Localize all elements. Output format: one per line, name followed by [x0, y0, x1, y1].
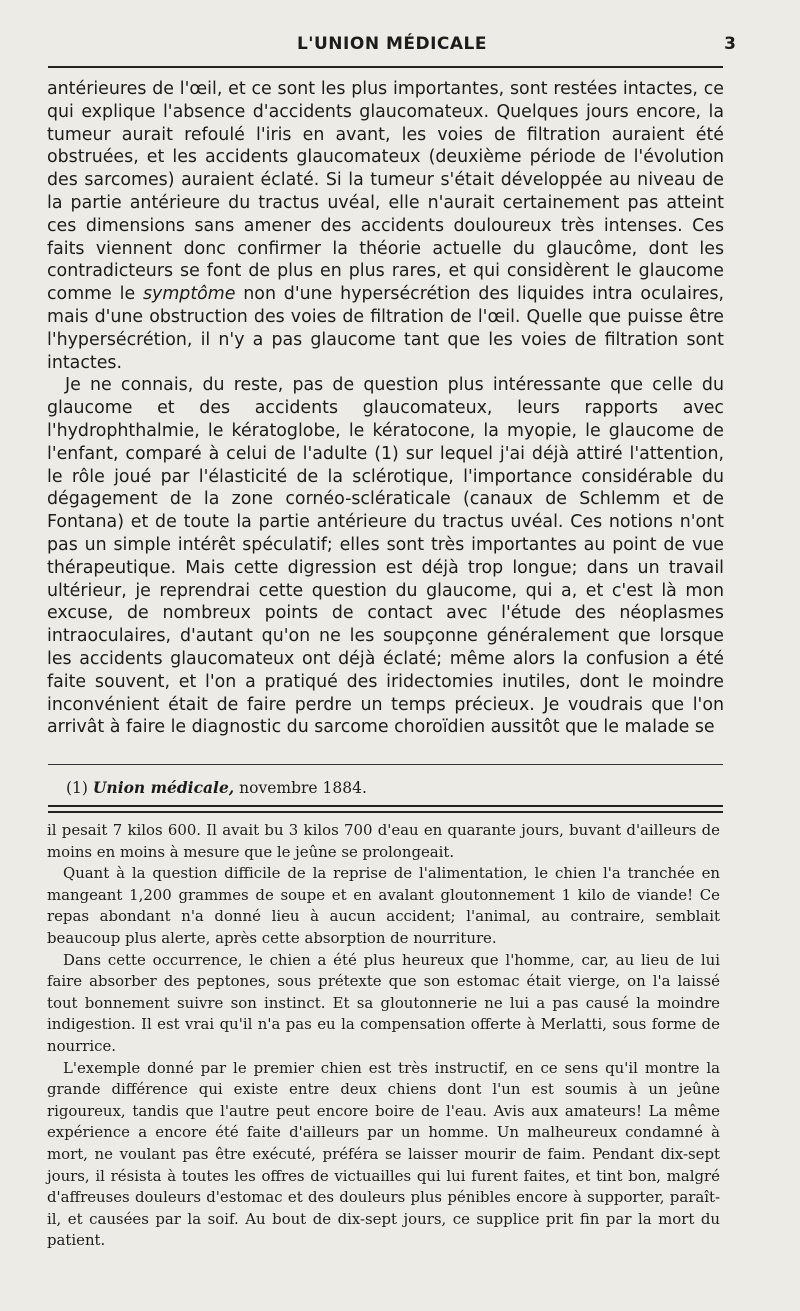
footnote	[66, 778, 722, 798]
main-paragraph-2: Je ne connais, du reste, pas de question plus intéressante que celle du glaucome et des accidents glaucomateux, leurs rapports avec l'hydrophthalmie, le kératoglobe, le kératocone, la myopie, le glaucome de l'enfant, comparé à celui de l'adulte (1) sur lequel j'ai déjà attiré l'attention, le rôle joué par l'élasticité de la sclérotique, l'importance considérable du dégagement de la zone cornéo-sclératicale (canaux de Schlemm et de Fontana) et de toute la partie antérieure du tractus uvéal. Ces notions n'ont pas un simple intérêt spéculatif; elles sont très importantes au point de vue thérapeutique. Mais cette digression est déjà trop longue; dans un travail ultérieur, je reprendrai cette question du glaucome, qui a, et c'est là mon excuse, de nombreux points de contact avec l'étude des néoplasmes intraoculaires, d'autant qu'on ne les soupçonne généralement que lorsque les accidents glaucomateux ont déjà éclaté; même alors la confusion a été faite souvent, et l'on a pratiqué des iridectomies inutiles, dont le moindre inconvénient était de faire perdre un temps précieux. Je voudrais que l'on arrivât à faire le diagnostic du sarcome choroïdien aussitôt que le malade se	[47, 375, 724, 738]
running-title: L'UNION MÉDICALE	[296, 34, 488, 54]
feuilleton-rule-lower	[48, 811, 723, 813]
footnote-marker: (1)	[66, 779, 88, 797]
main-article	[47, 78, 724, 739]
footnote-rule	[48, 764, 723, 765]
main-paragraph-1-end: non d'une hypersécrétion des liquides intra oculaires, mais d'une obstruction des voies de filtration de l'œil. Quelle que puisse être l'hypersécrétion, il n'y a pas glaucome tant que les voies de filtration sont intactes.	[47, 284, 725, 373]
feuilleton-section	[47, 820, 720, 1252]
feuilleton-paragraph-2: Quant à la question difficile de la reprise de l'alimentation, le chien l'a tranchée en mangeant 1,200 grammes de soupe et en avalant gloutonnement 1 kilo de viande! Ce repas abondant n'a donné lieu à aucun accident; l'animal, au contraire, semblait beaucoup plus alerte, après cette absorption de nourriture.	[47, 864, 720, 947]
footnote-date: novembre 1884.	[239, 779, 367, 797]
footnote-journal: Union médicale,	[92, 778, 235, 797]
feuilleton-paragraph-3: Dans cette occurrence, le chien a été plus heureux que l'homme, car, au lieu de lui faire absorber des peptones, sous prétexte que son estomac était vierge, on l'a laissé tout bonnement suivre son instinct. Et sa gloutonnerie ne lui a pas causé la moindre indigestion. Il est vrai qu'il n'a pas eu la compensation offerte à Merlatti, sous forme de nourrice.	[47, 950, 720, 1055]
feuilleton-paragraph-1: il pesait 7 kilos 600. Il avait bu 3 kilos 700 d'eau en quarante jours, buvant d'ailleurs de moins en moins à mesure que le jeûne se prolongeait.	[47, 821, 720, 861]
main-paragraph-1-start: antérieures de l'œil, et ce sont les plus importantes, sont restées intactes, ce qui explique l'absence d'accidents glaucomateux. Quelques jours encore, la tumeur aurait refoulé l'iris en avant, les voies de filtration auraient été obstruées, et les accidents glaucomateux (deuxième période de l'évolution des sarcomes) auraient éclaté. Si la tumeur s'était développée au niveau de la partie antérieure du tractus uvéal, elle n'aurait certainement pas atteint ces dimensions sans amener des accidents douloureux très intenses. Ces faits viennent donc confirmer la théorie actuelle du glaucôme, dont les contradicteurs se font de plus en plus rares, et qui considèrent le glaucome comme le	[47, 79, 724, 305]
page-header	[48, 32, 736, 60]
main-paragraph-1	[47, 78, 724, 374]
feuilleton-paragraph-4: L'exemple donné par le premier chien est très instructif, en ce sens qu'il montre la grande différence qui existe entre deux chiens dont l'un est soumis à un jeûne rigoureux, tandis que l'autre peut encore boire de l'eau. Avis aux amateurs! La même expérience a encore été faite d'ailleurs par un homme. Un malheureux condamné à mort, ne voulant pas être exécuté, préféra se laisser mourir de faim. Pendant dix-sept jours, il résista à toutes les offres de victuailles qui lui furent faites, et tint bon, malgré d'affreuses douleurs d'estomac et des douleurs plus pénibles encore à supporter, paraît-il, et causées par la soif. Au bout de dix-sept jours, ce supplice prit fin par la mort du patient.	[47, 1058, 720, 1250]
header-rule	[48, 66, 723, 68]
page-number: 3	[724, 34, 736, 54]
emphasis-symptome: symptôme	[143, 284, 236, 305]
feuilleton-rule-upper	[48, 805, 723, 807]
